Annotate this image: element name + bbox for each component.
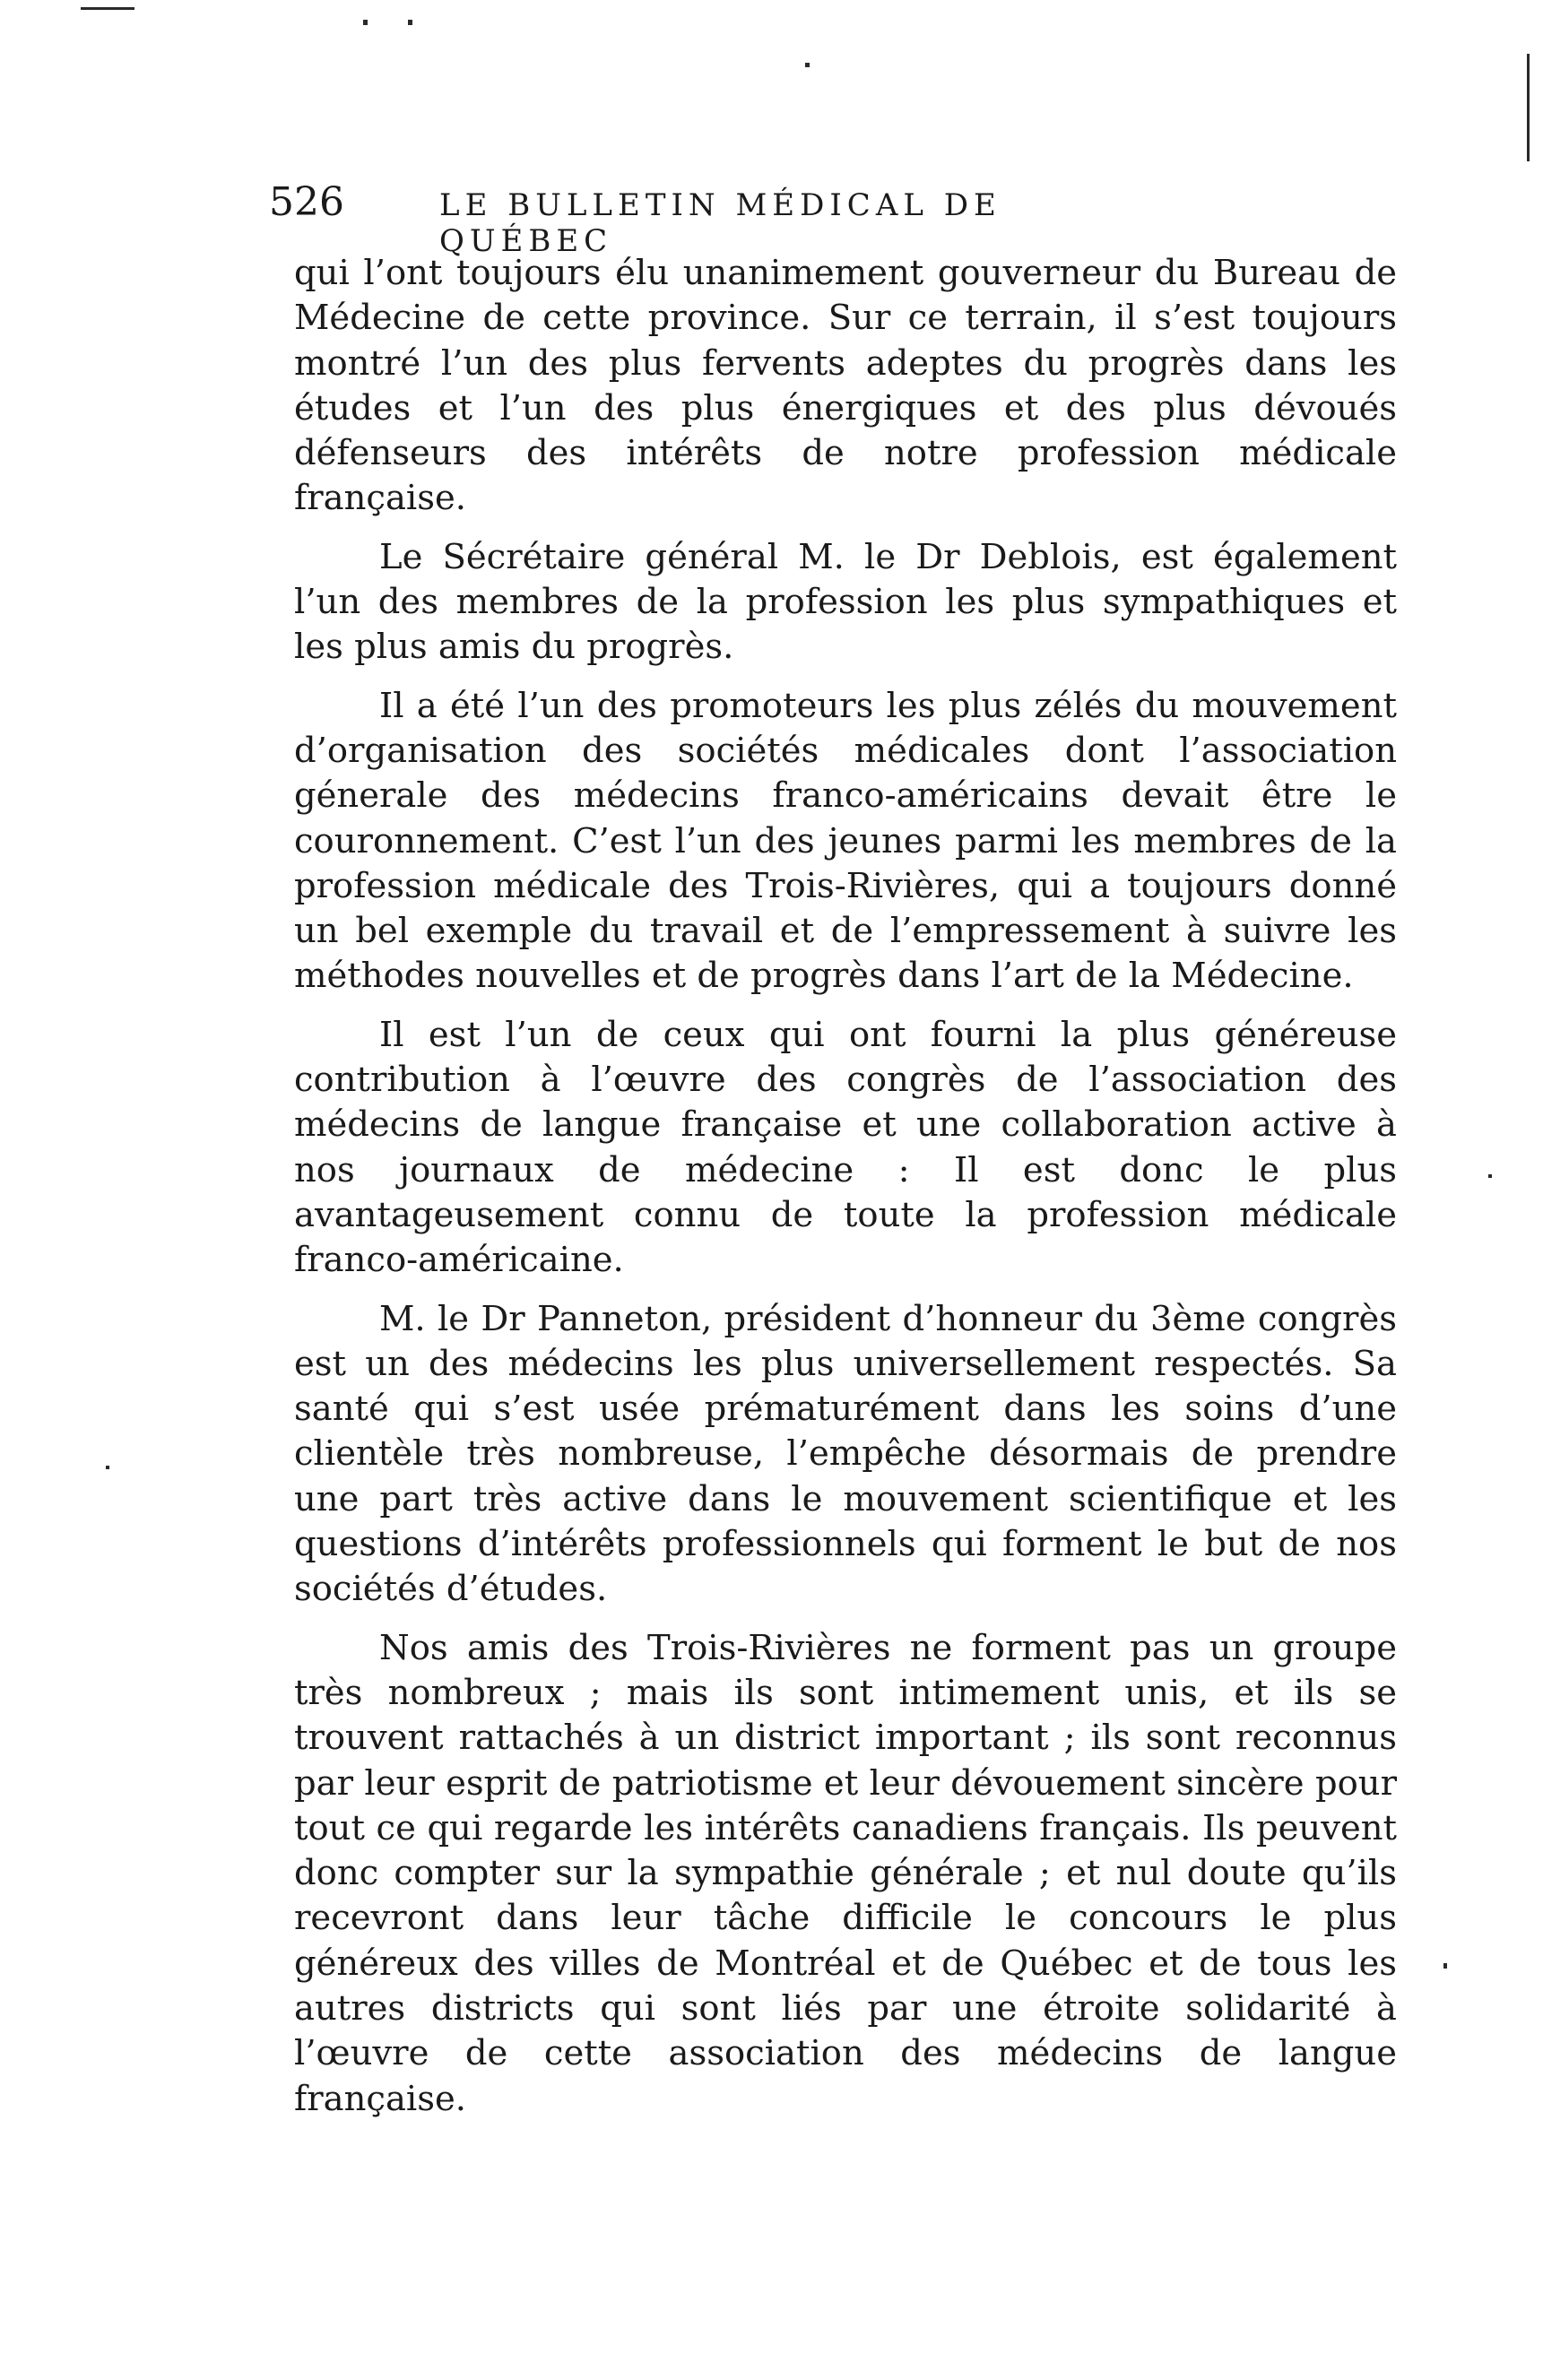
scan-speck [363,20,368,25]
paragraph: M. le Dr Panneton, président d’honneur du 3ème congrès est un des médecins les plus universellement respectés. Sa santé qui s’est usée prématurément dans les soins d’une clientèle très nombreuse, l’empêche désormais de prendre une part très active dans le mouvement scientifique et les questions d’intérêts professionnels qui forment le but de nos sociétés d’études. [294,1298,1397,1610]
page-number: 526 [269,179,344,225]
scan-speck [106,1466,109,1469]
article-body [294,251,1397,2135]
running-title: LE BULLETIN MÉDICAL DE QUÉBEC [439,187,1001,259]
scan-speck [408,20,412,25]
paragraph: Le Sécrétaire général M. le Dr Deblois, est également l’un des membres de la profession les plus sympathiques et les plus amis du progrès. [294,536,1397,668]
scan-speck [1443,1963,1447,1969]
paragraph: qui l’ont toujours élu unanimement gouverneur du Bureau de Médecine de cette province. Sur ce terrain, il s’est toujours montré l’un des plus fervents adeptes du progrès dans les études et l’un des plus énergiques et des plus dévoués défenseurs des intérêts de notre profession médicale française. [294,253,1397,519]
scan-speck [81,7,134,10]
paragraph: Il est l’un de ceux qui ont fourni la plus généreuse contribution à l’œuvre des congrès de l’association des médecins de langue française et une collaboration active à nos journaux de médecine : Il est donc le plus avantageusement connu de toute la profession médicale franco-américaine. [294,1014,1397,1281]
page-header [269,179,1183,259]
paragraph: Nos amis des Trois-Rivières ne forment pas un groupe très nombreux ; mais ils sont intimement unis, et ils se trouvent rattachés à un district important ; ils sont reconnus par leur esprit de patriotisme et leur dévouement sincère pour tout ce qui regarde les intérêts canadiens français. Ils peuvent donc compter sur la sympathie générale ; et nul doute qu’ils recevront dans leur tâche difficile le concours le plus généreux des villes de Montréal et de Québec et de tous les autres districts qui sont liés par une étroite solidarité à l’œuvre de cette association des médecins de langue française. [294,1627,1397,2119]
scan-speck [1488,1174,1492,1178]
scan-speck [805,63,810,67]
paragraph: Il a été l’un des promoteurs les plus zélés du mouvement d’organisation des sociétés médicales dont l’association génerale des médecins franco-américains devait être le couronnement. C’est l’un des jeunes parmi les membres de la profession médicale des Trois-Rivières, qui a toujours donné un bel exemple du travail et de l’empressement à suivre les méthodes nouvelles et de progrès dans l’art de la Médecine. [294,685,1397,997]
scan-edge [1527,54,1530,161]
